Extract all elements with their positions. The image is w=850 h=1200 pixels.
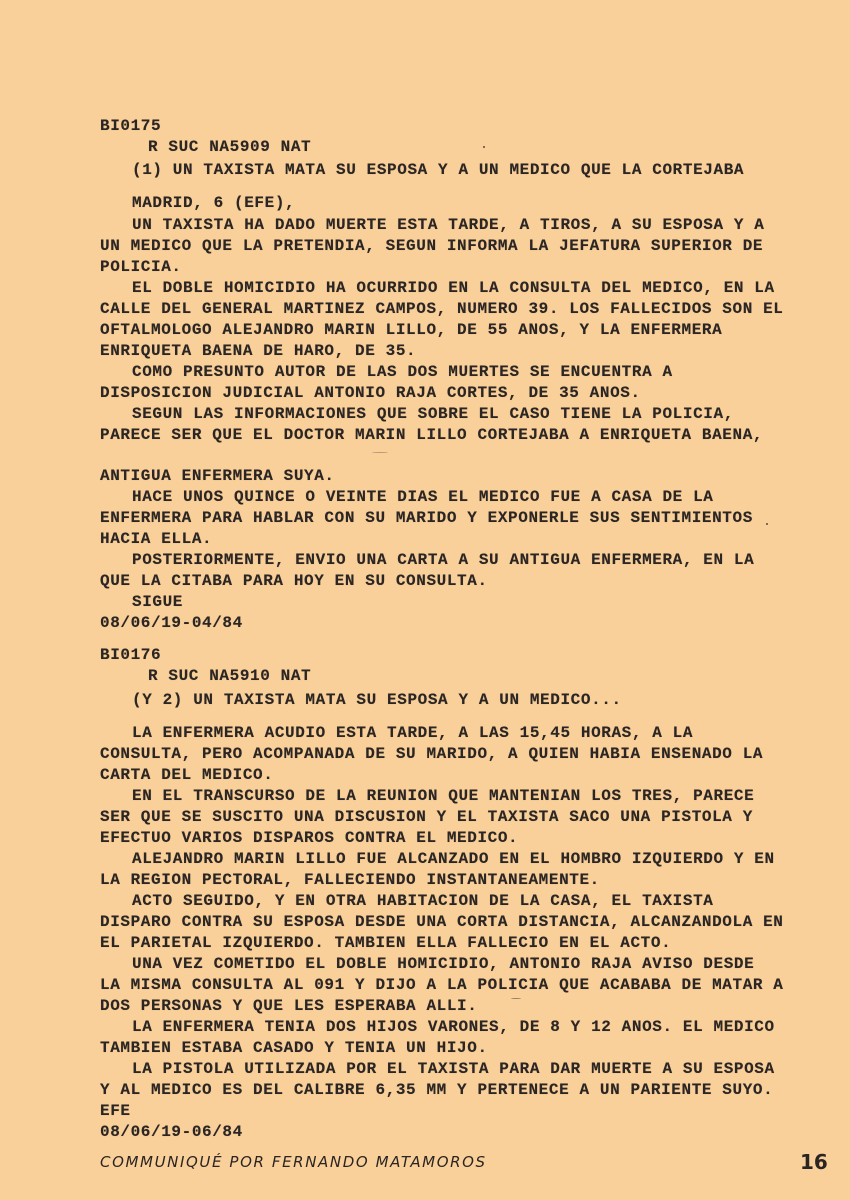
dispatch-1-line: ANTIGUA ENFERMERA SUYA. xyxy=(100,467,335,485)
dispatch-2-line: CARTA DEL MEDICO. xyxy=(100,766,274,784)
paper-speck xyxy=(483,146,485,148)
dispatch-1-code: BI0175 xyxy=(100,117,162,135)
dispatch-1-route: R SUC NA5909 NAT xyxy=(148,138,312,156)
dispatch-1-line: UN MEDICO QUE LA PRETENDIA, SEGUN INFORMA LA JEFATURA SUPERIOR DE xyxy=(100,237,764,255)
dispatch-1-line: POLICIA. xyxy=(100,258,182,276)
dispatch-1-line: EL DOBLE HOMICIDIO HA OCURRIDO EN LA CONSULTA DEL MEDICO, EN LA xyxy=(132,279,775,297)
dispatch-1-line: SEGUN LAS INFORMACIONES QUE SOBRE EL CASO TIENE LA POLICIA, xyxy=(132,405,734,423)
dispatch-2-line: LA REGION PECTORAL, FALLECIENDO INSTANTANEAMENTE. xyxy=(100,871,600,889)
dispatch-1-line: UN TAXISTA HA DADO MUERTE ESTA TARDE, A TIROS, A SU ESPOSA Y A xyxy=(132,216,765,234)
dispatch-2-line: UNA VEZ COMETIDO EL DOBLE HOMICIDIO, ANTONIO RAJA AVISO DESDE xyxy=(132,955,755,973)
paper-speck xyxy=(511,998,521,999)
dispatch-2-line: LA MISMA CONSULTA AL 091 Y DIJO A LA POLICIA QUE ACABABA DE MATAR A xyxy=(100,976,784,994)
dispatch-1-sign-off: SIGUE xyxy=(132,593,184,611)
dispatch-2-line: CONSULTA, PERO ACOMPANADA DE SU MARIDO, A QUIEN HABIA ENSENADO LA xyxy=(100,745,764,763)
dispatch-2-line: Y AL MEDICO ES DEL CALIBRE 6,35 MM Y PERTENECE A UN PARIENTE SUYO. xyxy=(100,1081,774,1099)
dispatch-1-line: COMO PRESUNTO AUTOR DE LAS DOS MUERTES SE ENCUENTRA A xyxy=(132,363,673,381)
dispatch-1-line: PARECE SER QUE EL DOCTOR MARIN LILLO CORTEJABA A ENRIQUETA BAENA, xyxy=(100,426,764,444)
dispatch-2-sign-off: EFE xyxy=(100,1102,131,1120)
dispatch-2-line: TAMBIEN ESTABA CASADO Y TENIA UN HIJO. xyxy=(100,1039,488,1057)
dispatch-1-headline: (1) UN TAXISTA MATA SU ESPOSA Y A UN MEDICO QUE LA CORTEJABA xyxy=(132,161,745,179)
dispatch-1-line: CALLE DEL GENERAL MARTINEZ CAMPOS, NUMERO 39. LOS FALLECIDOS SON EL xyxy=(100,300,784,318)
dispatch-2-route: R SUC NA5910 NAT xyxy=(148,667,312,685)
dispatch-2-code: BI0176 xyxy=(100,646,162,664)
dispatch-1-dateline: MADRID, 6 (EFE), xyxy=(132,194,296,212)
dispatch-2-line: DOS PERSONAS Y QUE LES ESPERABA ALLI. xyxy=(100,997,478,1015)
dispatch-1-line: HACE UNOS QUINCE O VEINTE DIAS EL MEDICO FUE A CASA DE LA xyxy=(132,488,714,506)
page-number: 16 xyxy=(800,1150,828,1174)
dispatch-2-line: LA PISTOLA UTILIZADA POR EL TAXISTA PARA DAR MUERTE A SU ESPOSA xyxy=(132,1060,775,1078)
dispatch-1-line: OFTALMOLOGO ALEJANDRO MARIN LILLO, DE 55 ANOS, Y LA ENFERMERA xyxy=(100,321,723,339)
dispatch-2-line: DISPARO CONTRA SU ESPOSA DESDE UNA CORTA DISTANCIA, ALCANZANDOLA EN xyxy=(100,913,784,931)
dispatch-1-line: HACIA ELLA. xyxy=(100,530,213,548)
dispatch-1-line: ENRIQUETA BAENA DE HARO, DE 35. xyxy=(100,342,417,360)
paper-speck xyxy=(766,523,768,525)
dispatch-2-line: EN EL TRANSCURSO DE LA REUNION QUE MANTENIAN LOS TRES, PARECE xyxy=(132,787,755,805)
dispatch-1-line: QUE LA CITABA PARA HOY EN SU CONSULTA. xyxy=(100,572,488,590)
dispatch-2-line: LA ENFERMERA ACUDIO ESTA TARDE, A LAS 15,45 HORAS, A LA xyxy=(132,724,694,742)
dispatch-1-timestamp: 08/06/19-04/84 xyxy=(100,614,243,632)
footer-credit: COMMUNIQUÉ POR FERNANDO MATAMOROS xyxy=(100,1153,487,1171)
dispatch-2-line: ALEJANDRO MARIN LILLO FUE ALCANZADO EN EL HOMBRO IZQUIERDO Y EN xyxy=(132,850,775,868)
dispatch-1-line: DISPOSICION JUDICIAL ANTONIO RAJA CORTES, DE 35 ANOS. xyxy=(100,384,641,402)
dispatch-1-line: ENFERMERA PARA HABLAR CON SU MARIDO Y EXPONERLE SUS SENTIMIENTOS xyxy=(100,509,753,527)
dispatch-2-headline: (Y 2) UN TAXISTA MATA SU ESPOSA Y A UN MEDICO... xyxy=(132,691,622,709)
dispatch-2-line: SER QUE SE SUSCITO UNA DISCUSION Y EL TAXISTA SACO UNA PISTOLA Y xyxy=(100,808,753,826)
dispatch-2-line: EFECTUO VARIOS DISPAROS CONTRA EL MEDICO. xyxy=(100,829,519,847)
dispatch-2-line: EL PARIETAL IZQUIERDO. TAMBIEN ELLA FALLECIO EN EL ACTO. xyxy=(100,934,672,952)
dispatch-2-line: LA ENFERMERA TENIA DOS HIJOS VARONES, DE 8 Y 12 ANOS. EL MEDICO xyxy=(132,1018,775,1036)
dispatch-1-line: POSTERIORMENTE, ENVIO UNA CARTA A SU ANTIGUA ENFERMERA, EN LA xyxy=(132,551,755,569)
dispatch-2-line: ACTO SEGUIDO, Y EN OTRA HABITACION DE LA CASA, EL TAXISTA xyxy=(132,892,714,910)
dispatch-2-timestamp: 08/06/19-06/84 xyxy=(100,1123,243,1141)
paper-speck xyxy=(372,452,388,453)
